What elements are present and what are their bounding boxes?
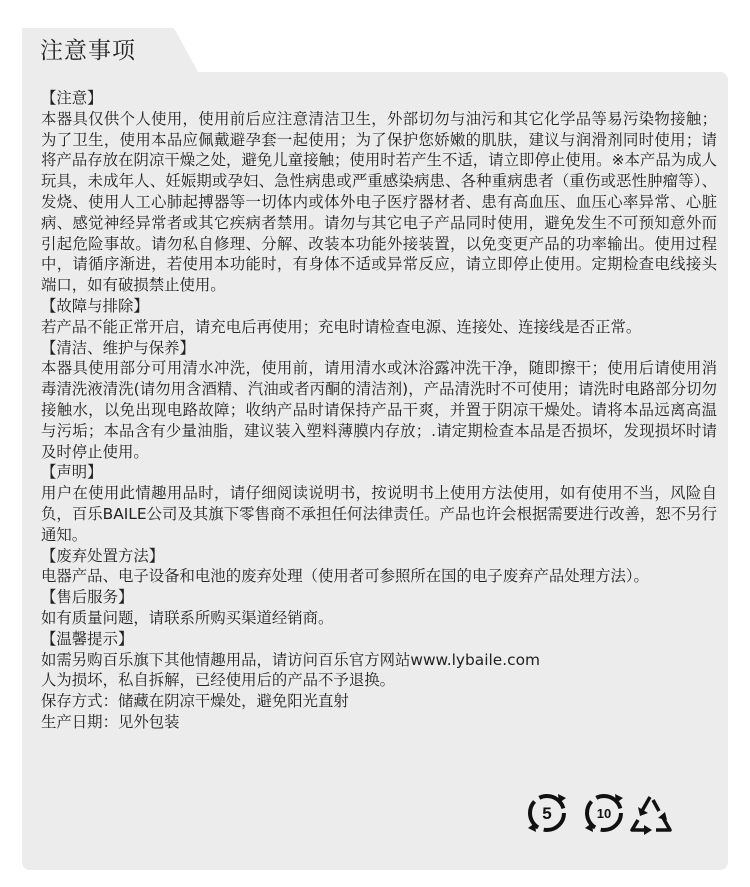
section-statement bbox=[41, 462, 717, 545]
section-heading: 【注意】 bbox=[41, 89, 103, 107]
section-heading: 【清洁、维护与保养】 bbox=[41, 338, 195, 357]
section-notice bbox=[41, 88, 717, 296]
recycle-5-label: 5 bbox=[542, 804, 552, 823]
section-paragraph: 如有质量问题，请联系所购买渠道经销商。 bbox=[41, 608, 334, 627]
recycle-icons bbox=[522, 788, 678, 838]
section-paragraph: 本器具仅供个人使用，使用前后应注意清洁卫生，外部切勿与油污和其它化学品等易污染物接触；为了卫生，使用本品应佩戴避孕套一起使用；为了保护您娇嫩的肌肤，建议与润滑剂同时使用；请将产品存放在阴凉干燥之处，避免儿童接触；使用时若产生不适，请立即停止使用。※本产品为成人玩具，未成年人、妊娠期或孕妇、急性病患或严重感染病患、各种重病患者（重伤或恶性肿瘤等）、发烧、使用人工心肺起搏器等一切体内或体外电子医疗器材者、患有高血压、血压心率异常、心脏病、感觉神经异常者或其它疾病者禁用。请勿与其它电子产品同时使用，避免发生不可预知意外而引起危险事故。请勿私自修理、分解、改装本功能外接装置，以免变更产品的功率输出。使用过程中，请循序渐进，若使用本功能时，有身体不适或异常反应，请立即停止使用。定期检查电线接头端口，如有破损禁止使用。 bbox=[41, 109, 717, 295]
page-title: 注意事项 bbox=[40, 38, 136, 64]
section-cleaning bbox=[41, 338, 717, 463]
tip-return-policy: 人为损坏，私自拆解，已经使用后的产品不予退换。 bbox=[41, 671, 395, 690]
section-heading: 【温馨提示】 bbox=[41, 629, 134, 648]
tip-website: 如需另购百乐旗下其他情趣用品，请访问百乐官方网站www.lybaile.com bbox=[41, 650, 540, 669]
section-heading: 【声明】 bbox=[41, 463, 103, 482]
section-heading: 【故障与排除】 bbox=[41, 296, 149, 315]
section-paragraph: 本器具使用部分可用清水冲洗，使用前，请用清水或沐浴露冲洗干净，随即擦干；使用后请使用消毒清洗液清洗(请勿用含酒精、汽油或者丙酮的清洁剂)，产品清洗时不可使用；请洗时电路部分切勿接触水，以免出现电路故障；收纳产品时请保持产品干爽，并置于阴凉干燥处。请将本品远离高温与污垢；本品含有少量油脂，建议装入塑料薄膜内存放；.请定期检查本品是否损坏，发现损坏时请及时停止使用。 bbox=[41, 359, 717, 461]
recycle-10-label: 10 bbox=[596, 806, 612, 821]
recycle-5-icon bbox=[528, 794, 566, 832]
section-heading: 【售后服务】 bbox=[41, 588, 134, 607]
section-troubleshooting bbox=[41, 296, 717, 338]
section-paragraph: 用户在使用此情趣用品时，请仔细阅读说明书，按说明书上使用方法使用，如有使用不当，风险自负，百乐BAILE公司及其旗下零售商不承担任何法律责任。产品也许会根据需要进行改善，恕不另行通知。 bbox=[41, 484, 717, 544]
recycle-10-icon bbox=[585, 794, 623, 832]
section-tips bbox=[41, 629, 717, 733]
recycle-triangle-icon bbox=[632, 797, 670, 835]
notice-content bbox=[41, 88, 717, 733]
tip-production-date: 生产日期：见外包装 bbox=[41, 712, 180, 731]
section-heading: 【废弃处置方法】 bbox=[41, 546, 165, 565]
section-after-sales bbox=[41, 587, 717, 629]
tip-storage: 保存方式：储藏在阴凉干燥处，避免阳光直射 bbox=[41, 692, 349, 711]
section-paragraph: 电器产品、电子设备和电池的废弃处理（使用者可参照所在国的电子废弃产品处理方法）。 bbox=[41, 567, 649, 586]
section-disposal bbox=[41, 546, 717, 588]
section-paragraph: 若产品不能正常开启，请充电后再使用；充电时请检查电源、连接处、连接线是否正常。 bbox=[41, 317, 642, 336]
